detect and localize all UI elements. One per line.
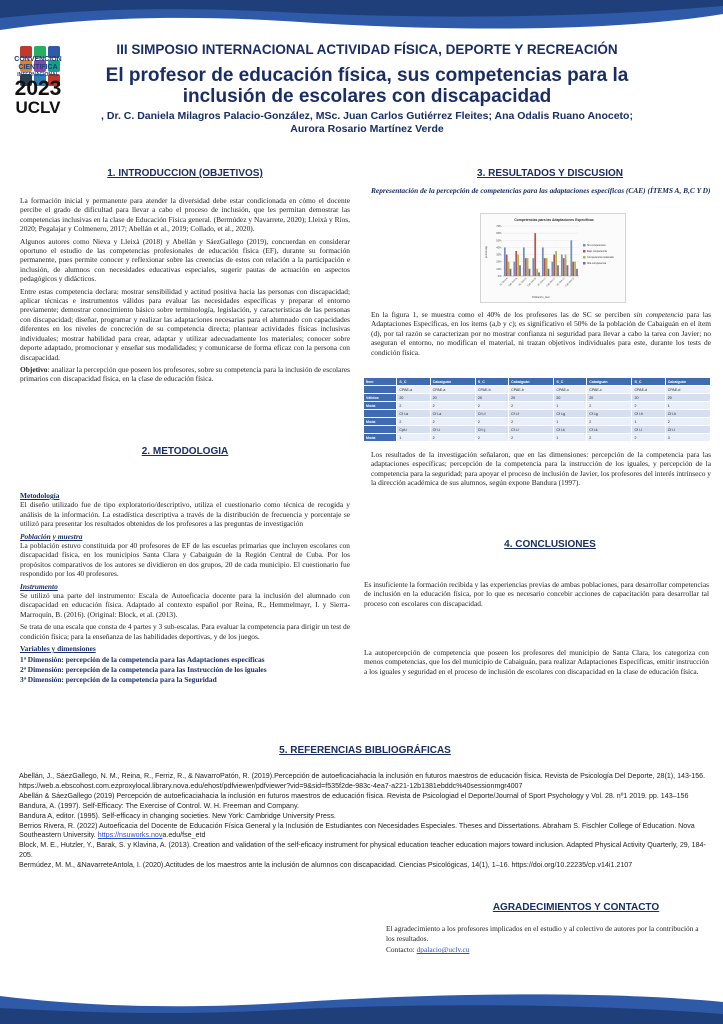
chart-bar [548, 269, 550, 276]
table-row [364, 386, 711, 394]
table-header-row [364, 378, 711, 386]
chart-bar [538, 272, 540, 276]
objective-paragraph [20, 365, 350, 384]
table-cell: 2 [587, 434, 632, 442]
table-body [364, 386, 711, 442]
chart-bar [567, 265, 569, 276]
table-header-cell: Cabaiguán [509, 378, 554, 386]
chart-x-tick: SC Ítem B [518, 277, 528, 287]
contact-email-link[interactable]: dpalacio@uclv.cu [416, 945, 470, 955]
logo-line-internacional: INTERNACIONAL [17, 72, 59, 78]
chart-bar [515, 251, 517, 276]
table-cell: Cf i-a [430, 410, 475, 418]
table-cell: 2 [430, 402, 475, 410]
poster-title: El profesor de educación física, sus competencias para la inclusión de escolares con discapacidad [105, 65, 629, 107]
table-cell: Cf i-h [665, 410, 710, 418]
chart-y-tick: 50% [496, 239, 502, 243]
table-cell: Cf i-i [430, 426, 475, 434]
chart-bar [555, 251, 557, 276]
table-cell: Cf i-f [475, 410, 508, 418]
results-heading: 3. RESULTADOS Y DISCUSION [477, 168, 623, 179]
chart-x-tick: Cab Ítem A [508, 277, 518, 288]
intro-paragraph: La formación inicial y permanente para atender la diversidad debe estar condicionada en cómo el docente percibe el grado de dificultad para llevar a cabo el proceso de inclusión, que les permitan demostrar las competencias inclusivas en la clase de Educación Física general. (Bermúdez y Navarrete, 2020); Lleixà y Ríos, 2020; Pegalajar y Colmenero, 2017; Abellán et al., 2019; Collado, et al., 2020). [20, 196, 350, 234]
ack-section [386, 924, 706, 955]
chart-bar [551, 262, 553, 276]
table-cell: Cf i-g [554, 410, 587, 418]
table-cell: Cf i-k [554, 426, 587, 434]
chart-bar [532, 258, 534, 276]
results-text: para las Adaptaciones Específicas, en los ítems (a,b y c); es significativo el 50% de la población de Cabaiguán en el ítem (d), por tal razón se caracterizan por no mostrar confianza ni seguridad para llevar a cabo la tarea con Javier; no aseguran el entorno, no modifican el material, ni trazan objetivos individuales para este, durante los tests de condición física. [371, 310, 711, 357]
table-cell: 2 [475, 434, 508, 442]
chart-bar [534, 233, 536, 276]
reference-item: Bermúdez, M. M., &NavarreteAntola, I. (2020).Actitudes de los maestros ante la inclusión de alumnos con discapacidad. Ciencias Psicológicas, 14(1), 1–16. https://doi.org/10.22235/cp.v14i1.2107 [19, 861, 633, 870]
intro-heading: 1. INTRODUCCION (OBJETIVOS) [107, 168, 263, 179]
table-cell: 1 [397, 434, 430, 442]
chart-bar [576, 269, 578, 276]
method-paragraph: El diseño utilizado fue de tipo exploratorio/descriptivo, utiliza el cuestionario como técnica de recogida y análisis de la información. La estadística descriptiva a través de la distribución de frecuencia y porcentaje se utilizó para presentar los resultados obtenidos de los profesores a las preguntas de investigación [20, 500, 350, 529]
references-list [19, 772, 709, 871]
method-heading: 2. METODOLOGIA [141, 446, 229, 457]
table-cell [364, 426, 397, 434]
dimension-2: 2ª Dimensión: percepción de la competencia para las Instrucción de los iguales [20, 664, 267, 674]
table-cell [364, 410, 397, 418]
chart-x-tick: Cab Ítem B [527, 277, 537, 288]
conclusions-heading: 4. CONCLUSIONES [504, 539, 596, 550]
table-cell: 2 [587, 402, 632, 410]
table-row [364, 418, 711, 426]
chart-x-tick: Cab Ítem D [565, 277, 575, 288]
ack-text: El agradecimiento a los profesores implicados en el estudio y al colectivo de autores por la contribución a los resultados. [386, 924, 699, 943]
table-cell: CPAE-a [430, 386, 475, 394]
chart-legend-label: Sin competencia [587, 244, 606, 247]
table-cell: CPAE-d [632, 386, 665, 394]
table-cell: Cf i-l [665, 426, 710, 434]
table-cell: Cf i-j [475, 426, 508, 434]
objective-text: : analizar la percepción que poseen los profesores, sobre su competencia para la inclusión de escolares primarios con discapacidad física, en la clase de educación física. [20, 364, 350, 384]
table-cell: 2 [665, 418, 710, 426]
table-cell: CPAE-b [475, 386, 508, 394]
top-wave-decoration [0, 0, 723, 40]
logo-line-cientifica: CIENTIFICA [18, 64, 58, 71]
intro-paragraph: Entre estas competencia declara: mostrar sensibilidad y actitud positiva hacia las personas con discapacidad; aplicar técnicas e instrumentos válidos para evaluar las necesidades específicas y preparar el entorno previamente; demostrar conocimiento básico sobre terminología, legislación, y características de las personas con discapacidad; diseñar, programar y realizar las adaptaciones necesarias para el alumnado con capacidades diferentes en los niveles de concreción de su competencia directa; plantear actividades físicas inclusivas individuales; mostrar habilidad para crear, adaptar y utilizar adecuadamente los materiales; conocer sobre deporte adaptado, promocionar y enseñar sus modalidades; y comunicarse de forma eficaz con la persona con discapacidad. [20, 286, 350, 362]
dimension-3: 3ª Dimensión: percepción de la competencia para la Seguridad [20, 675, 217, 685]
contact-line [386, 945, 706, 955]
chart-legend-swatch [583, 262, 586, 265]
table-cell: Cf i-l [509, 426, 554, 434]
chart-y-tick: 0% [497, 275, 502, 278]
logo-org: UCLV [15, 98, 61, 117]
table-cell: Cf i-g [587, 410, 632, 418]
chart-bar [542, 247, 544, 276]
chart-bar [536, 269, 538, 276]
table-cell: 1 [554, 418, 587, 426]
table-cell: Moda [364, 418, 397, 426]
chart-bar [527, 258, 529, 276]
table-row [364, 394, 711, 402]
chart-bar [565, 255, 567, 276]
population-label: Población y muestra [20, 531, 83, 541]
table-header-cell: Cabaiguán [665, 378, 710, 386]
table-cell: Cf i-h [632, 410, 665, 418]
poster-authors: , Dr. C. Daniela Milagros Palacio-González, MSc. Juan Carlos Gutiérrez Fleites; Ana Odalis Ruano Anoceto; Aurora Rosario Martínez Verde [101, 110, 633, 135]
results-table [363, 377, 711, 442]
table-cell: 2 [430, 418, 475, 426]
dimension-1: 1ª Dimensión: percepción de la competencia para las Adaptaciones específicas [20, 654, 265, 664]
references-heading: 5. REFERENCIAS BIBLIOGRÁFICAS [279, 745, 451, 756]
table-header-cell: Ítem [364, 378, 397, 386]
chart-y-tick: 20% [496, 260, 502, 264]
chart-title: Competencias para las Adaptaciones Específicas [514, 218, 594, 222]
chart-legend-swatch [583, 250, 586, 253]
contact-label: Contacto: [386, 945, 417, 955]
table-header-cell: S_C [397, 378, 430, 386]
chart-legend-swatch [583, 256, 586, 259]
table-cell: 2 [632, 402, 665, 410]
methodology-label: Metodología [20, 491, 60, 500]
chart-y-tick: 60% [496, 232, 502, 236]
results-text: En la figura 1, se muestra como el 40% de los profesores las de SC se perciben [371, 310, 634, 319]
poster-header [92, 42, 642, 136]
table-cell: 2 [397, 418, 430, 426]
chart-y-label: porcentaje [485, 245, 488, 259]
table-cell: 1 [632, 418, 665, 426]
table-cell: CPAE-c [587, 386, 632, 394]
chart-y-tick: 40% [496, 246, 502, 250]
chart-bar [529, 269, 531, 276]
logo-year: 2023 [14, 77, 62, 100]
ack-heading: AGRADECIMIENTOS Y CONTACTO [492, 902, 660, 913]
chart-y-tick: 10% [496, 267, 502, 271]
results-paragraph-1 [371, 310, 711, 360]
chart-bar [546, 258, 548, 276]
chart-y-tick: 70% [496, 225, 502, 228]
table-cell: 2 [632, 434, 665, 442]
intro-section [20, 196, 350, 387]
results-paragraph-2: Los resultados de la investigación señalaron, que en las dimensiones: percepción de la competencia para las adaptaciones específicas; percepción de la competencia para la instrucción de los iguales, y percepción de la competencia para la seguridad; para apoyar el proceso de inclusión de Javier, los profesores del interés intrínseco y la dirección académica de sus alumnos, según expone Bandura (1997). [371, 450, 711, 488]
table-cell: 2 [475, 418, 508, 426]
table-cell: CPAE-d [665, 386, 710, 394]
table-header-cell: S_C [632, 378, 665, 386]
table-cell: 2 [587, 418, 632, 426]
table-header-cell: Cabaiguán [430, 378, 475, 386]
symposium-name: III SIMPOSIO INTERNACIONAL ACTIVIDAD FÍSICA, DEPORTE Y RECREACIÓN [116, 42, 618, 57]
chart-legend-label: Alta competencia [587, 262, 607, 265]
chart-bar [525, 258, 527, 276]
chart-bar [574, 262, 576, 276]
chart-legend-swatch [583, 244, 586, 247]
table-cell: 20 [587, 394, 632, 402]
chart-bar [563, 258, 565, 276]
logo-line-convencion: CONVENCION [14, 56, 62, 63]
reference-text: Berrios Rivera, R. (2022) Autoeficacia del Docente de Educación Física General y la Inclusión de Estudiantes con Necesidades Especiales. Theses and Dissertations. Abraham S. Fischler College of Education. Nova Southeastern University. [19, 821, 695, 840]
chart-x-label: Población_ítem [532, 296, 550, 299]
chart-bar [561, 255, 563, 276]
table-row [364, 410, 711, 418]
chart-bar [513, 262, 515, 276]
chart-caption: Representación de la percepción de competencias para las adaptaciones específicas (CAE) (ÍTEMS A, B,C Y D) [371, 186, 711, 195]
table-cell: 20 [430, 394, 475, 402]
table-cell: 20 [665, 394, 710, 402]
table-cell: 2 [509, 402, 554, 410]
table-cell: 1 [665, 402, 710, 410]
results-chart [480, 213, 626, 303]
table-header-cell: S_C [554, 378, 587, 386]
table-cell: 2 [509, 434, 554, 442]
table-cell: CPAE-b [509, 386, 554, 394]
chart-bar [572, 262, 574, 276]
instrument-paragraph: Se utilizó una parte del instrumento: Escala de Autoeficacia docente para la inclusión del alumnado con discapacidad en educación física. Adaptado al contexto español por Reina, R., Hemmelmayr, I. y Sierra-Marroquín, B. (2016). (Original: Block, et al. (2013). [20, 591, 350, 619]
chart-x-tick: Cab Ítem C [546, 277, 556, 288]
chart-bar [553, 255, 555, 276]
table-cell: Cpf-i [397, 426, 430, 434]
chart-bar [506, 255, 508, 276]
instrument-label: Instrumento [20, 581, 58, 591]
chart-x-tick: SC Ítem C [537, 277, 547, 287]
method-section [20, 491, 350, 685]
table-cell: 3 [665, 434, 710, 442]
reference-item [19, 822, 709, 842]
table-cell: 1 [554, 434, 587, 442]
population-paragraph: La población estuvo constituida por 40 profesores de EF de las escuelas primarias que incluyen escolares con discapacidad física, en los municipios Santa Clara y Cabaiguán de la Región Central de Cuba. Por los propósitos comparativos de los autores se dividieron en dos grupos, 20 de cada municipio. El cuestionario fue respondido por los 40 profesores. [20, 541, 350, 579]
reference-item: Block, M. E., Hutzler, Y., Barak, S. y Klavina, A. (2013). Creation and validation of the self-eficacy instrument for physical education teacher education majors toward inclusion. Adapted Physical Activity Quarterly, 29, 184-205. [19, 841, 706, 860]
table-cell: 20 [509, 394, 554, 402]
table-cell: 20 [397, 394, 430, 402]
table-cell: Cf i-k [587, 426, 632, 434]
table-cell: 2 [509, 418, 554, 426]
chart-bar [508, 262, 510, 276]
chart-legend-label: Bajo competencia [587, 250, 607, 253]
bottom-wave-decoration [0, 988, 723, 1024]
table-cell: 20 [475, 394, 508, 402]
chart-bar [544, 258, 546, 276]
table-cell: Moda [364, 402, 397, 410]
table-cell: Cf i-f [509, 410, 554, 418]
chart-bar [517, 255, 519, 276]
table-cell: Moda [364, 434, 397, 442]
chart-bar [570, 240, 572, 276]
reference-text: a.edu/fse_etd [162, 831, 206, 840]
chart-y-tick: 30% [496, 253, 502, 257]
table-cell: CPAE-a [397, 386, 430, 394]
table-cell: 2 [475, 402, 508, 410]
reference-item: Bandura, A. (1997). Self-Efficacy: The Exercise of Control. W. H. Freeman and Company. [19, 801, 299, 810]
table-cell: CPAE-c [554, 386, 587, 394]
instrument-paragraph: Se trata de una escala que consta de 4 partes y 3 sub-escalas. Para evaluar la competencia para dirigir un test de condición física; para la enseñanza de las habilidades deportivas, y de los juegos. [20, 622, 350, 641]
results-emphasis: sin competencia [633, 310, 684, 319]
table-header-cell: S_C [475, 378, 508, 386]
reference-item: Abellán, J., SáezGallego, N. M., Reina, R., Ferriz, R., & NavarroPatón, R. (2019).Percepción de autoeficaciahacia la inclusión en futuros maestros de educación física. Revista de Psicología Del Deporte, 28(1), 143-156. https://web.a.ebscohost.com.ezproxylocal.library.nova.edu/ehost/pdfviewer/pdfviewer?vid=9&sid=f535f2de-983c-4ea7-a221-12b1381ebddc%40sessionmgr4007 [19, 772, 706, 790]
chart-bar [523, 247, 525, 276]
conclusion-paragraph: Es insuficiente la formación recibida y las experiencias previas de ambas poblaciones, para desarrollar competencias de inclusión en la educación física, por lo que es necesario concebir acciones de capacitación para desarrollar tal proceso con escolares con discapacidad. [364, 580, 709, 608]
chart-bar [510, 269, 512, 276]
table-row [364, 434, 711, 442]
chart-bar [504, 247, 506, 276]
reference-item: Abellán & SáezGallego (2019) Percepción de autoeficaciahacia la inclusión en futuros maestros de educación física. Revista de Psicologiad el Deporte/Journal of Sport Psychology y Vol. 28. nº1 2019. pp. 143–156 [19, 791, 689, 800]
table-cell: 20 [554, 394, 587, 402]
table-cell: Cf i-a [397, 410, 430, 418]
table-cell: Válidos [364, 394, 397, 402]
reference-link[interactable]: https://nsuworks.nov [97, 831, 163, 840]
objective-label: Objetivo [20, 364, 48, 374]
table-cell: 1 [554, 402, 587, 410]
chart-bar [557, 265, 559, 276]
conclusion-paragraph: La autopercepción de competencia que poseen los profesores del municipio de Santa Clara, los categoriza con menos competencias, que los del municipio de Cabaiguán, para realizar Adaptaciones Específicas, emitir instrucción a los iguales y seguridad en el proceso de inclusión de escolares con discapacidad en la clase de educación física. [364, 648, 709, 676]
table-header-cell: Cabaiguán [587, 378, 632, 386]
intro-paragraph: Algunos autores como Nieva y Lleixà (2018) y Abellán y SáezGallego (2019), concuerdan en considerar oportuno el estudio de las competencias profesionales de educación física (EF), durante su formación permanente, pues permite conocer y reflexionar sobre las creencias de estos con relación a la participación e inclusión, de alumnos con necesidades educativas especiales, sugerir pautas de actuación en aspectos pedagógicos y didácticos. [20, 236, 350, 284]
table-cell: 2 [397, 402, 430, 410]
results-chart-svg [481, 214, 627, 304]
table-cell: Cf i-l [632, 426, 665, 434]
table-row [364, 426, 711, 434]
table-row [364, 402, 711, 410]
chart-x-tick: SC Ítem D [556, 277, 566, 287]
table-cell [364, 386, 397, 394]
table-cell: 2 [430, 434, 475, 442]
chart-legend-label: Competencia moderada [587, 256, 614, 259]
table-cell: 20 [632, 394, 665, 402]
reference-item: Bandura A, editor. (1995). Self-efficacy in changing societies. New York: Cambridge University Press. [19, 811, 336, 820]
chart-x-tick: SC Ítem A [499, 277, 509, 287]
chart-bar [519, 265, 521, 276]
variables-label: Variables y dimensiones [20, 644, 96, 654]
